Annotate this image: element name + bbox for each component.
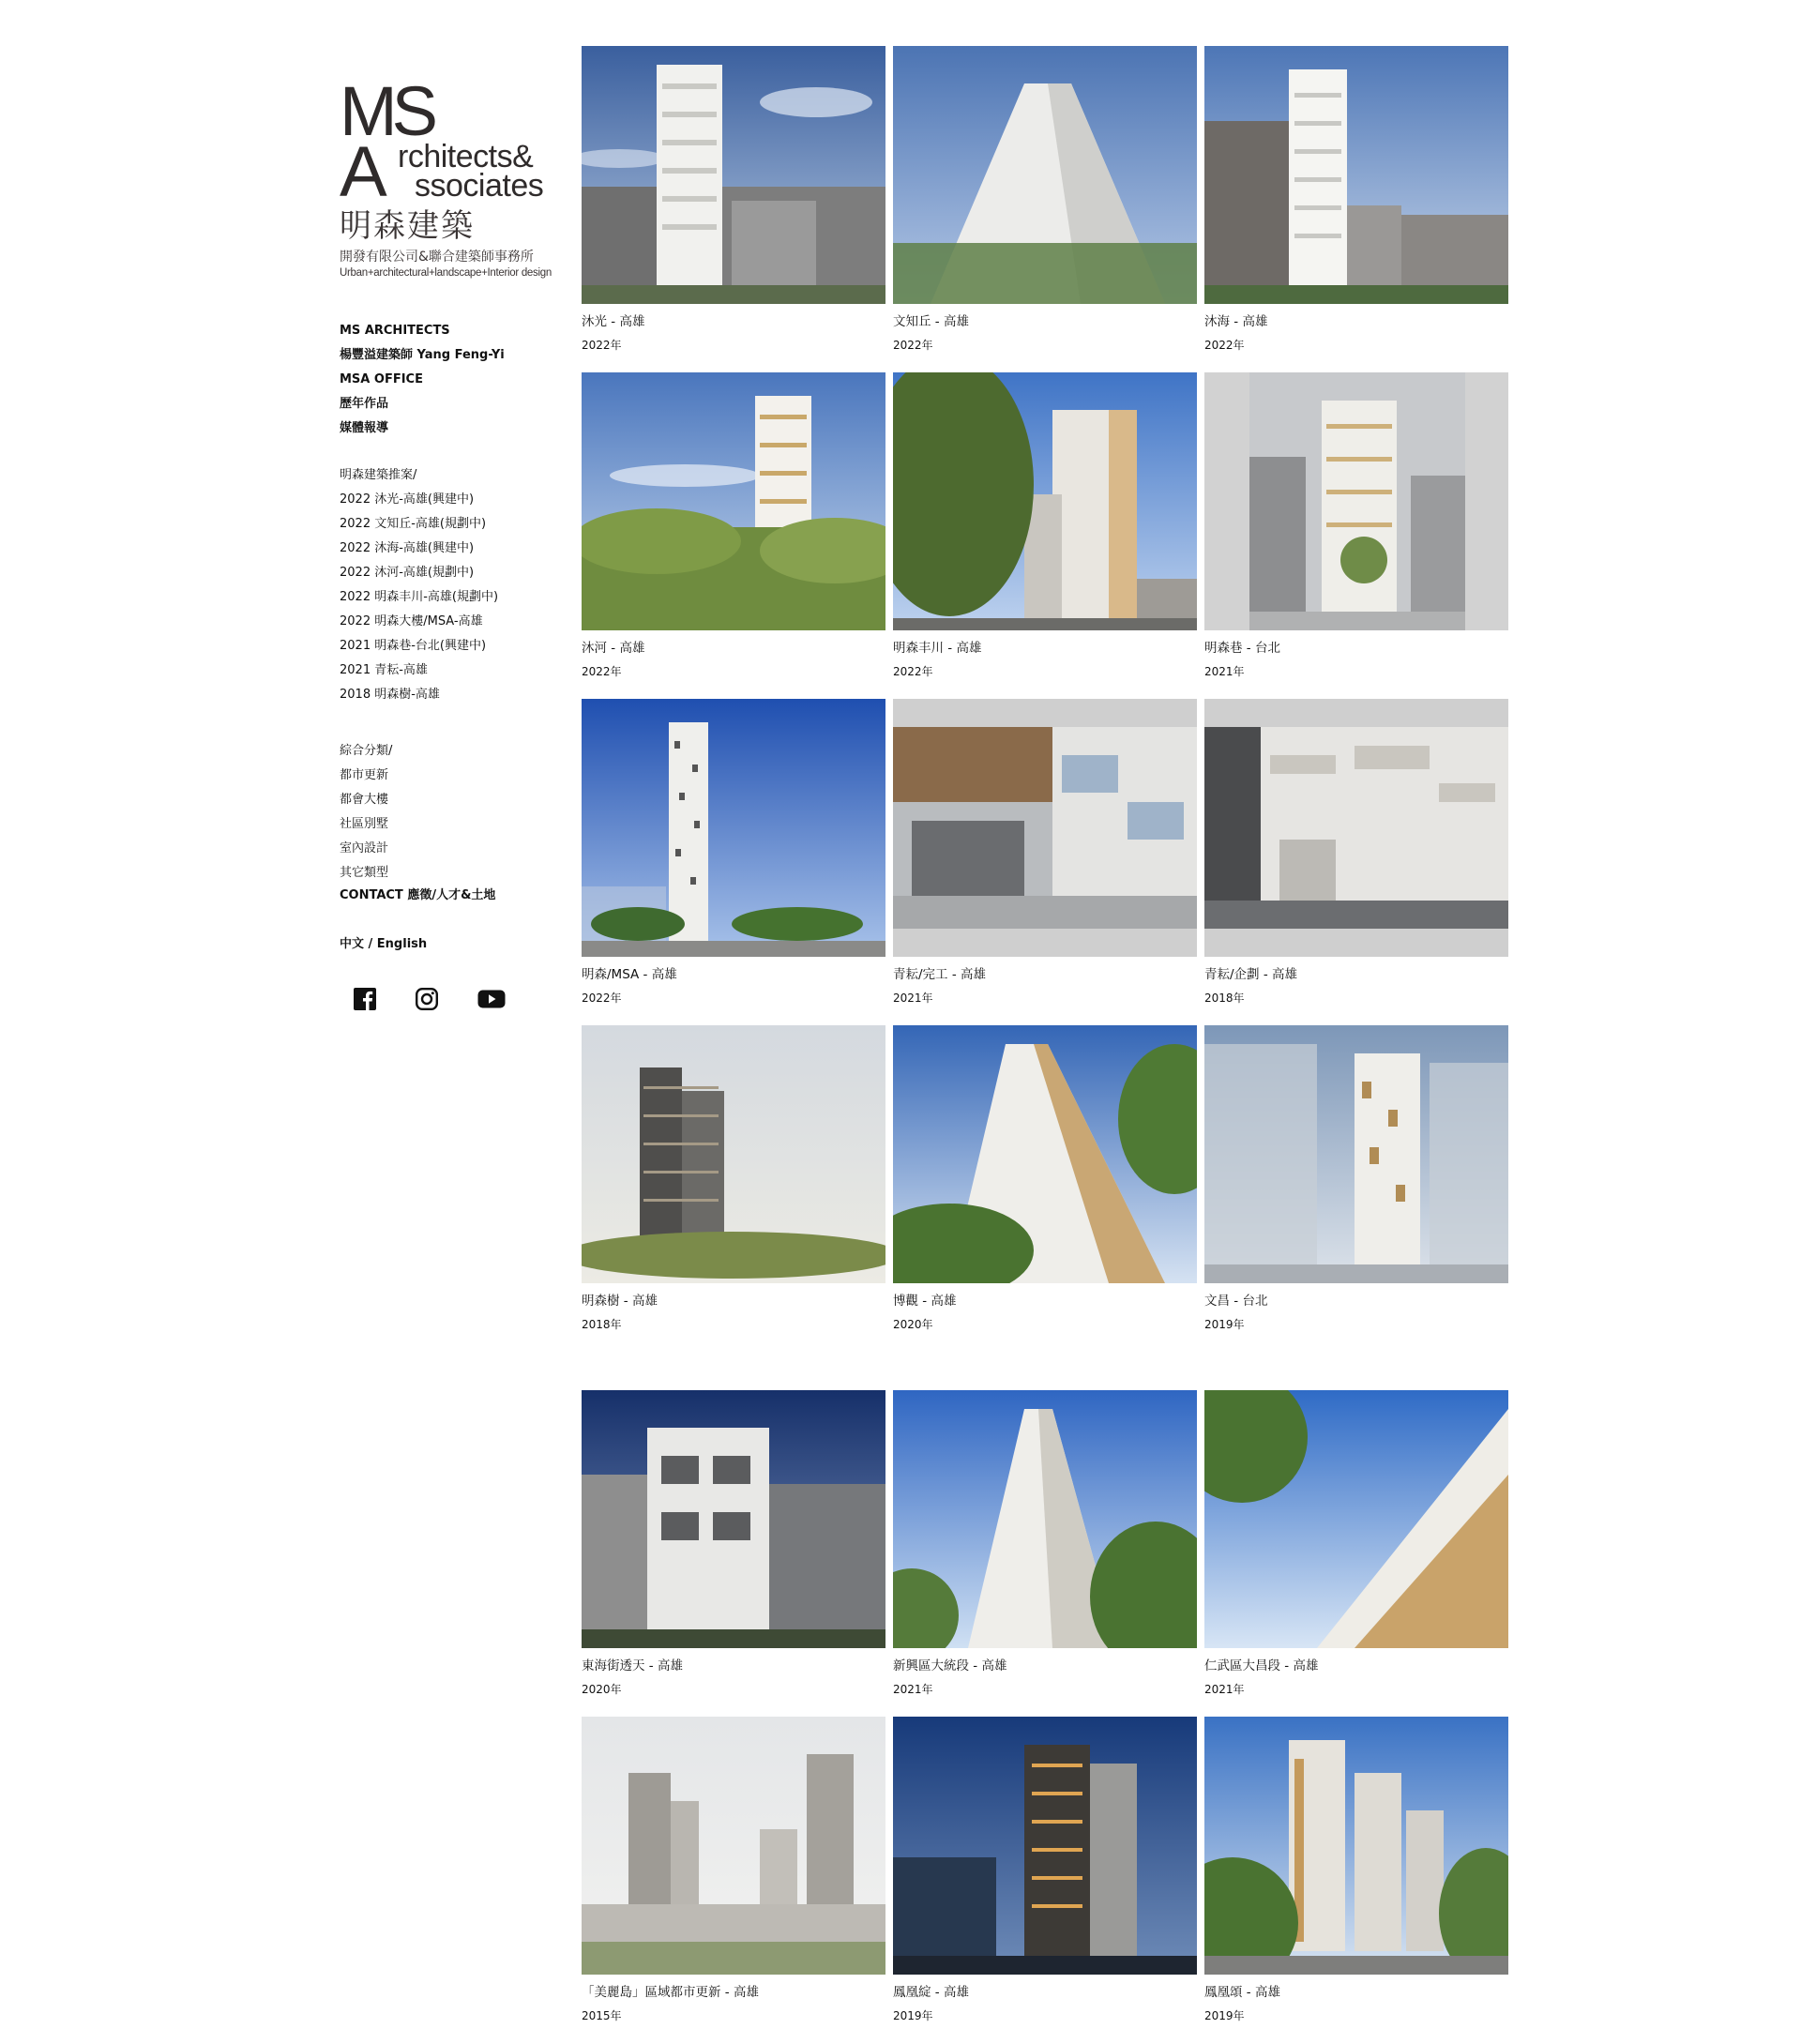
project-title[interactable]: 東海街透天 - 高雄 (582, 1658, 683, 1673)
project-card[interactable] (582, 1717, 885, 2023)
project-thumbnail[interactable] (893, 1717, 1197, 1975)
project-card[interactable] (1204, 46, 1508, 353)
project-year: 2015年 (582, 2009, 622, 2022)
nav-recommend-item[interactable]: 2018 明森樹-高雄 (340, 688, 440, 702)
project-year: 2022年 (582, 665, 622, 678)
nav-contact[interactable]: CONTACT 應徵/人才&土地 (340, 888, 496, 902)
language-nav (340, 932, 427, 957)
nav-portfolio[interactable]: 歷年作品 (340, 397, 389, 411)
project-card[interactable] (1204, 372, 1508, 679)
nav-category-heading[interactable]: 綜合分類/ (340, 744, 393, 758)
project-thumbnail[interactable] (893, 46, 1197, 304)
project-title[interactable]: 明森/MSA - 高雄 (582, 967, 677, 982)
project-title[interactable]: 新興區大統段 - 高雄 (893, 1658, 1007, 1673)
project-card[interactable] (893, 1717, 1197, 2023)
contact-nav (340, 884, 495, 908)
project-card[interactable] (582, 699, 885, 1006)
building-render-image (1204, 372, 1508, 630)
project-title[interactable]: 文知丘 - 高雄 (893, 314, 969, 329)
nav-category-interior[interactable]: 室內設計 (340, 841, 389, 855)
project-year: 2022年 (893, 339, 933, 352)
nav-media[interactable]: 媒體報導 (340, 421, 389, 435)
project-thumbnail[interactable] (582, 372, 885, 630)
building-render-image (893, 699, 1197, 957)
project-title[interactable]: 仁武區大昌段 - 高雄 (1204, 1658, 1319, 1673)
project-thumbnail[interactable] (1204, 372, 1508, 630)
project-thumbnail[interactable] (893, 372, 1197, 630)
project-title[interactable]: 沐光 - 高雄 (582, 314, 645, 329)
project-year: 2020年 (582, 1683, 622, 1696)
building-render-image (1204, 46, 1508, 304)
nav-recommend-item[interactable]: 2021 青耘-高雄 (340, 663, 428, 677)
logo-subtitle: 開發有限公司&聯合建築師事務所 (340, 250, 534, 265)
nav-category-highrise[interactable]: 都會大樓 (340, 793, 389, 807)
building-render-image (1204, 1390, 1508, 1648)
project-year: 2021年 (893, 992, 933, 1005)
project-title[interactable]: 「美麗島」區域都市更新 - 高雄 (582, 1985, 759, 2000)
project-thumbnail[interactable] (893, 1025, 1197, 1283)
project-thumbnail[interactable] (582, 46, 885, 304)
project-year: 2022年 (582, 339, 622, 352)
project-card[interactable] (1204, 1390, 1508, 1697)
project-year: 2018年 (582, 1318, 622, 1331)
project-card[interactable] (582, 1390, 885, 1697)
project-card[interactable] (1204, 1025, 1508, 1332)
project-thumbnail[interactable] (1204, 1025, 1508, 1283)
project-card[interactable] (582, 46, 885, 353)
building-render-image (893, 46, 1197, 304)
category-nav (340, 739, 392, 886)
project-year: 2020年 (893, 1318, 933, 1331)
language-switch[interactable]: 中文 / English (340, 937, 428, 951)
nav-recommend-item[interactable]: 2022 沐海-高雄(興建中) (340, 541, 475, 555)
project-year: 2019年 (893, 2009, 933, 2022)
project-title[interactable]: 青耘/企劃 - 高雄 (1204, 967, 1298, 982)
facebook-icon[interactable] (353, 987, 377, 1011)
project-title[interactable]: 沐河 - 高雄 (582, 641, 645, 656)
project-card[interactable] (582, 372, 885, 679)
project-title[interactable]: 青耘/完工 - 高雄 (893, 967, 987, 982)
building-render-image (582, 372, 885, 630)
project-card[interactable] (893, 372, 1197, 679)
project-thumbnail[interactable] (893, 1390, 1197, 1648)
sidebar (340, 72, 565, 951)
nav-recommend-item[interactable]: 2022 文知丘-高雄(規劃中) (340, 517, 487, 531)
project-thumbnail[interactable] (582, 1025, 885, 1283)
project-card[interactable] (1204, 1717, 1508, 2023)
project-thumbnail[interactable] (1204, 1390, 1508, 1648)
building-render-image (1204, 1717, 1508, 1975)
nav-recommend-item[interactable]: 2022 明森大樓/MSA-高雄 (340, 614, 483, 628)
project-year: 2021年 (1204, 1683, 1245, 1696)
building-render-image (893, 372, 1197, 630)
project-title[interactable]: 明森樹 - 高雄 (582, 1294, 658, 1309)
project-card[interactable] (893, 46, 1197, 353)
instagram-icon[interactable] (415, 987, 439, 1011)
project-title[interactable]: 鳳凰頌 - 高雄 (1204, 1985, 1280, 2000)
logo-a: A (340, 132, 387, 212)
project-year: 2021年 (1204, 665, 1245, 678)
project-thumbnail[interactable] (582, 1717, 885, 1975)
project-card[interactable] (893, 1025, 1197, 1332)
main-nav (340, 319, 505, 441)
project-title[interactable]: 明森丰川 - 高雄 (893, 641, 982, 656)
project-card[interactable] (893, 699, 1197, 1006)
project-year: 2022年 (582, 992, 622, 1005)
building-render-image (582, 1025, 885, 1283)
project-year: 2021年 (893, 1683, 933, 1696)
social-links (353, 987, 507, 1011)
project-year: 2019年 (1204, 2009, 1245, 2022)
project-thumbnail[interactable] (1204, 46, 1508, 304)
nav-recommend-item[interactable]: 2021 明森巷-台北(興建中) (340, 639, 487, 653)
project-thumbnail[interactable] (1204, 699, 1508, 957)
building-render-image (582, 1717, 885, 1975)
project-year: 2019年 (1204, 1318, 1245, 1331)
building-render-image (1204, 699, 1508, 957)
nav-category-urban-renewal[interactable]: 都市更新 (340, 768, 389, 782)
nav-recommend-item[interactable]: 2022 明森丰川-高雄(規劃中) (340, 590, 499, 604)
project-thumbnail[interactable] (1204, 1717, 1508, 1975)
building-render-image (893, 1025, 1197, 1283)
project-card[interactable] (582, 1025, 885, 1332)
building-render-image (582, 699, 885, 957)
project-year: 2022年 (1204, 339, 1245, 352)
project-year: 2018年 (1204, 992, 1245, 1005)
nav-recommend-item[interactable]: 2022 沐河-高雄(規劃中) (340, 566, 475, 580)
building-render-image (582, 46, 885, 304)
logo-architects: rchitects& (398, 139, 534, 174)
building-render-image (893, 1717, 1197, 1975)
project-title[interactable]: 鳳凰綻 - 高雄 (893, 1985, 969, 2000)
logo-chinese-name: 明森建築 (340, 207, 475, 245)
youtube-icon[interactable] (477, 987, 507, 1011)
nav-recommend-item[interactable]: 2022 沐光-高雄(興建中) (340, 492, 475, 507)
logo-tagline: Urban+architectural+landscape+Interior design (340, 267, 552, 279)
project-thumbnail[interactable] (893, 699, 1197, 957)
project-title[interactable]: 博觀 - 高雄 (893, 1294, 957, 1309)
logo-associates: ssociates (415, 168, 544, 204)
nav-recommend-heading[interactable]: 明森建築推案/ (340, 468, 417, 482)
project-thumbnail[interactable] (582, 1390, 885, 1648)
building-render-image (893, 1390, 1197, 1648)
project-title[interactable]: 沐海 - 高雄 (1204, 314, 1268, 329)
logo-ms: MS (340, 72, 432, 150)
nav-category-other[interactable]: 其它類型 (340, 866, 389, 880)
project-title[interactable]: 明森巷 - 台北 (1204, 641, 1280, 656)
recommend-nav (340, 463, 498, 707)
project-year: 2022年 (893, 665, 933, 678)
project-title[interactable]: 文昌 - 台北 (1204, 1294, 1268, 1309)
nav-architect-yang[interactable]: 楊豐溢建築師 Yang Feng-Yi (340, 348, 505, 362)
project-card[interactable] (1204, 699, 1508, 1006)
project-thumbnail[interactable] (582, 699, 885, 957)
building-render-image (582, 1390, 885, 1648)
nav-category-villa[interactable]: 社區別墅 (340, 817, 389, 831)
nav-msa-office[interactable]: MSA OFFICE (340, 372, 423, 386)
nav-ms-architects[interactable]: MS ARCHITECTS (340, 324, 450, 338)
building-render-image (1204, 1025, 1508, 1283)
logo[interactable] (340, 72, 553, 283)
project-card[interactable] (893, 1390, 1197, 1697)
